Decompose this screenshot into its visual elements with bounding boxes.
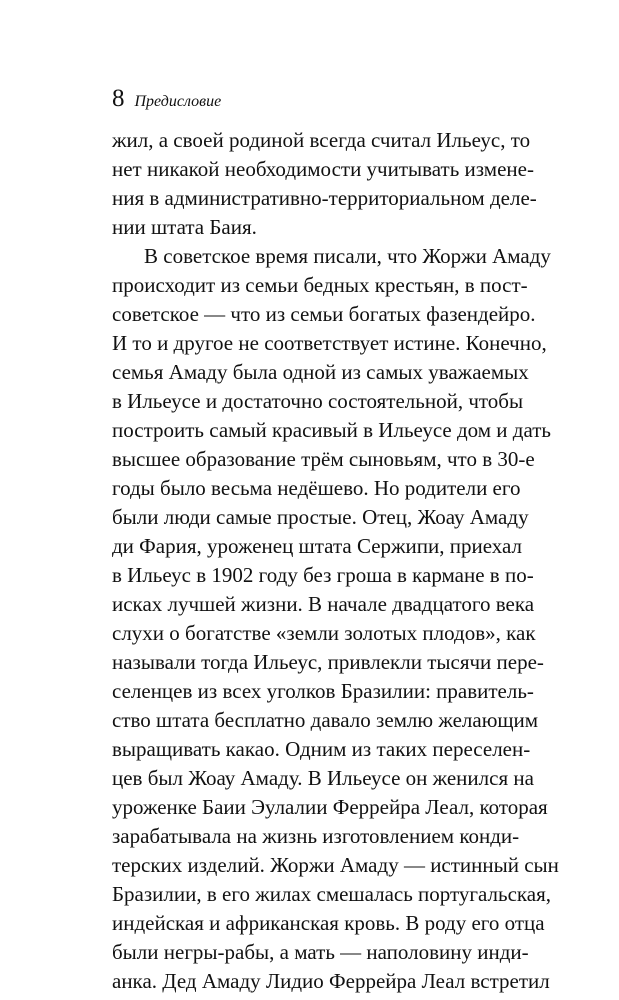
text-line: И то и другое не соответствует истине. Конечно,	[112, 331, 547, 355]
text-line: построить самый красивый в Ильеусе дом и дать	[112, 418, 552, 442]
text-line: были негры-рабы, а мать — наполовину инди-	[112, 940, 529, 964]
text-line: жил, а своей родиной всегда считал Ильеус, то	[112, 128, 531, 152]
running-head	[112, 84, 221, 114]
text-line: Бразилии, в его жилах смешалась португальская,	[112, 882, 552, 906]
text-line: терских изделий. Жоржи Амаду — истинный сын	[112, 853, 559, 877]
text-line: анка. Дед Амаду Лидио Феррейра Леал встретил	[112, 969, 550, 993]
text-line: были люди самые простые. Отец, Жоау Амаду	[112, 505, 529, 529]
text-line: ди Фария, уроженец штата Сержипи, приехал	[112, 534, 522, 558]
page-number: 8	[112, 85, 125, 112]
text-line: ство штата бесплатно давало землю желающим	[112, 708, 539, 732]
text-line: цев был Жоау Амаду. В Ильеусе он женился на	[112, 766, 534, 790]
text-line: уроженке Баии Эулалии Феррейра Леал, которая	[112, 795, 548, 819]
text-line: советское — что из семьи богатых фазендейро.	[112, 302, 536, 326]
text-line: семья Амаду была одной из самых уважаемых	[112, 360, 529, 384]
text-line: высшее образование трём сыновьям, что в 30-е	[112, 447, 535, 471]
text-line: выращивать какао. Одним из таких переселен-	[112, 737, 531, 761]
body-text	[112, 126, 559, 996]
text-line: селенцев из всех уголков Бразилии: правитель-	[112, 679, 534, 703]
text-line: исках лучшей жизни. В начале двадцатого века	[112, 592, 535, 616]
text-line: в Ильеус в 1902 году без гроша в кармане в по-	[112, 563, 534, 587]
text-line: годы было весьма недёшево. Но родители его	[112, 476, 521, 500]
text-line-paragraph-start: В советское время писали, что Жоржи Амаду	[144, 244, 551, 268]
text-line: индейская и африканская кровь. В роду его отца	[112, 911, 545, 935]
text-line: зарабатывала на жизнь изготовлением конди-	[112, 824, 520, 848]
text-line: происходит из семьи бедных крестьян, в пост-	[112, 273, 528, 297]
text-line: нии штата Баия.	[112, 215, 257, 239]
text-line: ния в административно-территориальном деле-	[112, 186, 537, 210]
section-title: Предисловие	[134, 93, 222, 110]
text-line: в Ильеусе и достаточно состоятельной, чтобы	[112, 389, 524, 413]
text-line: называли тогда Ильеус, привлекли тысячи пере-	[112, 650, 544, 674]
text-line: нет никакой необходимости учитывать измене-	[112, 157, 534, 181]
text-line: слухи о богатстве «земли золотых плодов», как	[112, 621, 536, 645]
